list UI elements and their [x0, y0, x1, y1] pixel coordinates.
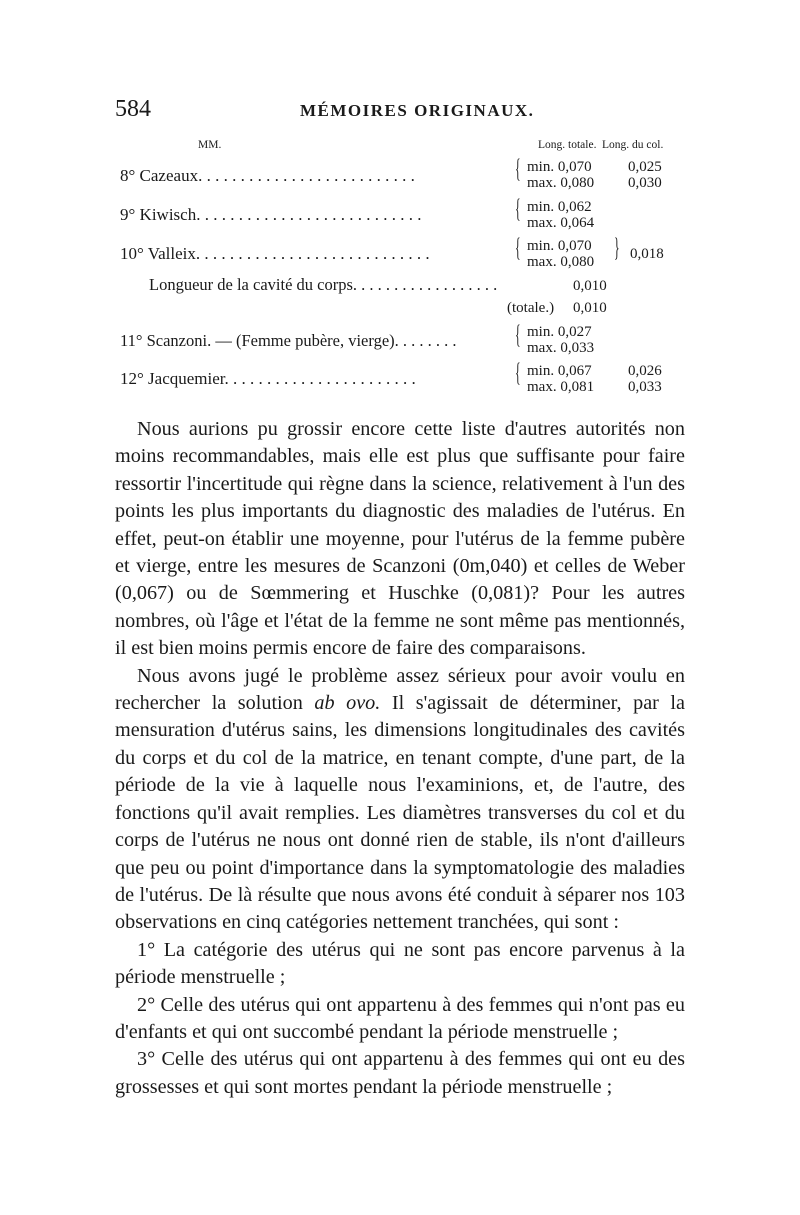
latin-phrase: ab ovo.	[314, 692, 381, 715]
row-min-valleix: min. 0,070	[527, 238, 592, 254]
paragraph-text: Nous avons jugé le problème assez sérieux pour avoir voulu en rechercher la solution	[115, 664, 685, 715]
brace: {	[515, 194, 521, 223]
row-col-min-cazeaux: 0,025	[628, 159, 662, 175]
row-label-jacquemier: 12° Jacquemier. . . . . . . . . . . . . . . . . . . . . . .	[120, 369, 416, 388]
row-min-cazeaux: min. 0,070	[527, 159, 592, 175]
brace-right: }	[614, 233, 620, 262]
list-item: 1° La catégorie des utérus qui ne sont pas encore parvenus à la période menstruelle ;	[115, 938, 685, 989]
row-max-cazeaux: max. 0,080	[527, 175, 595, 191]
brace: {	[515, 154, 521, 183]
running-title: MÉMOIRES ORIGINAUX.	[300, 101, 535, 120]
page-number: 584	[115, 96, 151, 122]
body-text	[115, 416, 685, 1101]
row-min-kiwisch: min. 0,062	[527, 199, 592, 215]
row-value-cavity: 0,010	[573, 278, 607, 294]
brace: {	[515, 358, 521, 387]
col-header-total: Long. totale.	[538, 139, 597, 151]
row-label-cazeaux: 8° Cazeaux. . . . . . . . . . . . . . . . . . . . . . . . . .	[120, 166, 415, 185]
col-header-authors: MM.	[198, 139, 222, 151]
row-max-valleix: max. 0,080	[527, 254, 595, 270]
row-label-kiwisch: 9° Kiwisch. . . . . . . . . . . . . . . . . . . . . . . . . . .	[120, 205, 422, 224]
row-value-total: 0,010	[573, 300, 607, 316]
row-max-kiwisch: max. 0,064	[527, 215, 595, 231]
list-item: 2° Celle des utérus qui ont appartenu à des femmes qui n'ont pas eu d'enfants et qui ont succombé pendant la période menstruelle ;	[115, 993, 685, 1043]
brace: {	[515, 320, 521, 349]
row-label-scanzoni: 11° Scanzoni. — (Femme pubère, vierge). . . . . . . .	[120, 331, 457, 350]
paragraph: Nous aurions pu grossir encore cette liste d'autres autorités non moins recommandables, mais elle est plus que suffisante pour faire ressortir l'incertitude qui règne dans la science, relativement à l'un des points les plus importants du diagnostic des maladies de l'utérus. En effet, peut-on établir une moyenne, pour l'utérus de la femme pubère et vierge, entre les mesures de Scanzoni (0m,040) et celles de Weber (0,067) ou de Sœmmering et Huschke (0,081)? Pour les autres nombres, où l'âge et l'état de la femme ne sont même pas mentionnés, il est bien moins permis encore de faire des comparaisons.	[115, 418, 685, 660]
col-header-neck: Long. du col.	[602, 139, 664, 151]
paragraph-text: Il s'agissait de déterminer, par la mensuration d'utérus sains, les dimensions longitudinales des cavités du corps et du col de la matrice, en tenant compte, d'une part, de la période de la vie à laquelle nous l'examinions, et, de l'autre, des fonctions qu'il avait remplies. Les diamètres transverses du col et du corps de l'utérus ne nous ont donné rien de stable, ils n'ont d'ailleurs que peu ou point d'importance dans la symptomatologie des maladies de l'utérus. De là résulte que nous avons été conduit à séparer nos 103 observations en cinq catégories nettement tranchées, qui sont :	[115, 692, 686, 934]
row-label-total: (totale.)	[507, 300, 555, 316]
row-min-scanzoni: min. 0,027	[527, 324, 592, 340]
row-label-cavity: Longueur de la cavité du corps. . . . . . . . . . . . . . . . . .	[149, 275, 498, 294]
list-item: 3° Celle des utérus qui ont appartenu à des femmes qui ont eu des grossesses et qui sont mortes pendant la période menstruelle ;	[115, 1048, 685, 1098]
row-max-scanzoni: max. 0,033	[527, 340, 595, 356]
row-col-max-jacquemier: 0,033	[628, 379, 662, 395]
row-label-valleix: 10° Valleix. . . . . . . . . . . . . . . . . . . . . . . . . . . .	[120, 244, 430, 263]
row-col-max-cazeaux: 0,030	[628, 175, 662, 191]
row-col-min-jacquemier: 0,026	[628, 363, 662, 379]
paragraph	[115, 663, 685, 937]
row-max-jacquemier: max. 0,081	[527, 379, 595, 395]
row-min-jacquemier: min. 0,067	[527, 363, 592, 379]
row-col-valleix: 0,018	[630, 246, 664, 262]
brace: {	[515, 233, 521, 262]
